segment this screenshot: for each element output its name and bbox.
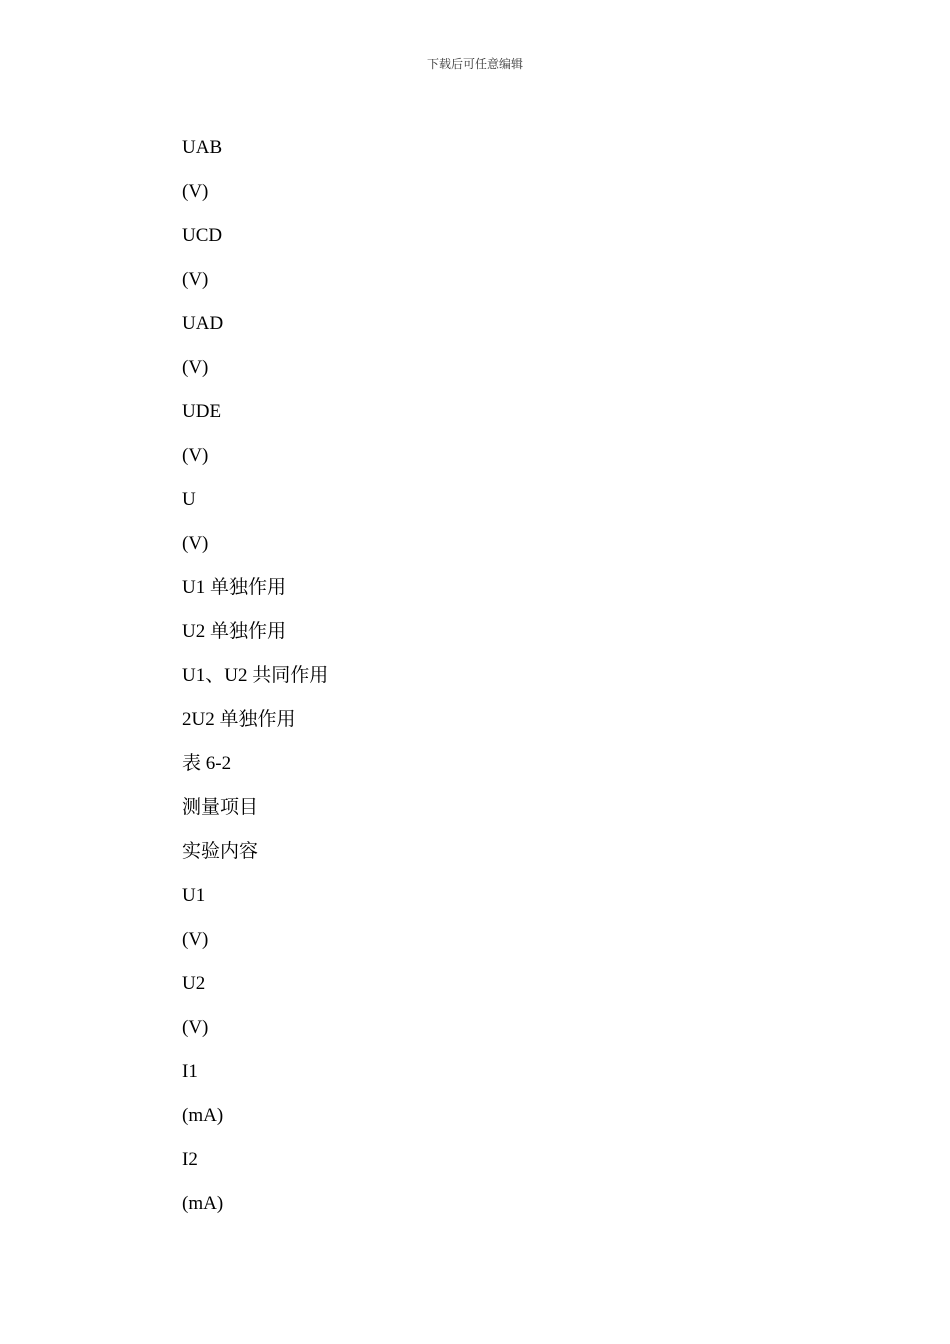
page-header-note: 下载后可任意编辑 — [426, 57, 523, 71]
text-line: (V) — [182, 929, 209, 950]
text-line: (V) — [182, 181, 209, 202]
text-line: (V) — [182, 445, 209, 466]
text-line: UDE — [182, 401, 222, 422]
text-line: (mA) — [182, 1105, 224, 1126]
text-line: (V) — [182, 533, 209, 554]
text-line: I2 — [182, 1149, 198, 1170]
text-line: UAB — [182, 137, 223, 158]
text-line: (mA) — [182, 1193, 224, 1214]
text-line: 实验内容 — [182, 841, 259, 862]
text-line: U — [182, 489, 196, 510]
text-line: (V) — [182, 357, 209, 378]
text-line: U1 — [182, 885, 206, 906]
document-body — [182, 137, 782, 1237]
text-line: U1 单独作用 — [182, 577, 286, 598]
text-line: UAD — [182, 313, 224, 334]
text-line: UCD — [182, 225, 223, 246]
text-line: U2 单独作用 — [182, 621, 286, 642]
text-line: 测量项目 — [182, 797, 259, 818]
text-line: U1、U2 共同作用 — [182, 665, 329, 686]
text-line: (V) — [182, 269, 209, 290]
text-line: (V) — [182, 1017, 209, 1038]
table-caption: 表 6-2 — [182, 753, 232, 774]
text-line: 2U2 单独作用 — [182, 709, 296, 730]
text-line: I1 — [182, 1061, 198, 1082]
text-line: U2 — [182, 973, 206, 994]
